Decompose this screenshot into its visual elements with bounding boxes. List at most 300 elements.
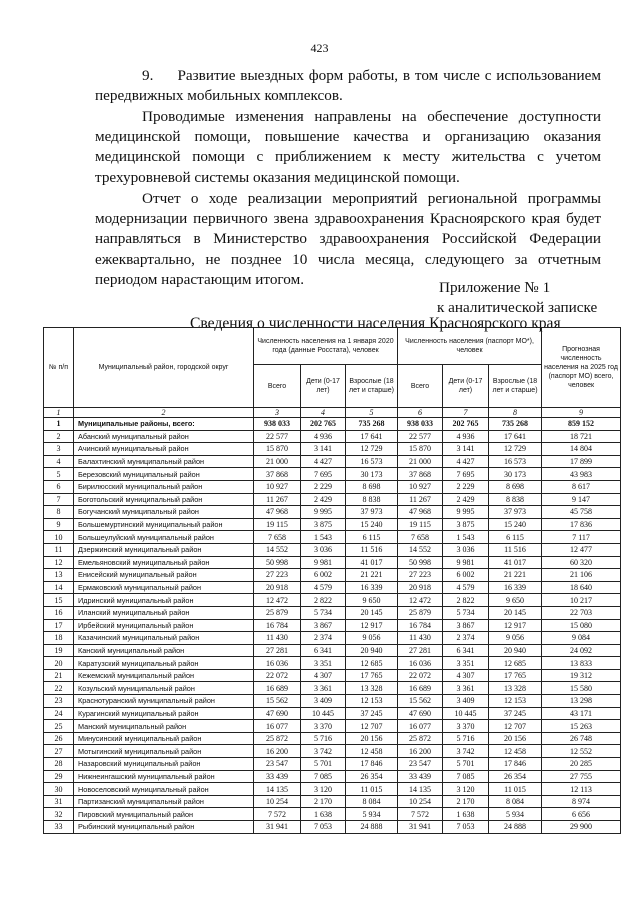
cell-num: 14 — [44, 581, 74, 594]
cell-name: Муниципальные районы, всего: — [74, 418, 254, 431]
table-row — [44, 430, 621, 443]
cell-forecast: 859 152 — [542, 418, 621, 431]
cell-num: 22 — [44, 682, 74, 695]
appendix-line-1: Приложение № 1 — [439, 279, 551, 296]
cell-rosstat-children: 5 701 — [301, 758, 346, 771]
table-row — [44, 669, 621, 682]
cell-num: 33 — [44, 821, 74, 834]
cell-forecast: 17 836 — [542, 518, 621, 531]
table-row — [44, 569, 621, 582]
cell-forecast: 6 656 — [542, 808, 621, 821]
cell-rosstat-children: 3 141 — [301, 443, 346, 456]
cell-rosstat-adults: 9 650 — [346, 594, 398, 607]
column-number: 5 — [346, 408, 398, 418]
cell-passport-adults: 9 650 — [489, 594, 542, 607]
cell-num: 12 — [44, 556, 74, 569]
cell-name: Минусинский муниципальный район — [74, 732, 254, 745]
cell-rosstat-children: 10 445 — [301, 707, 346, 720]
column-number-row — [44, 408, 621, 418]
cell-rosstat-children: 3 867 — [301, 619, 346, 632]
cell-rosstat-total: 14 552 — [254, 543, 301, 556]
table-row — [44, 808, 621, 821]
cell-forecast: 12 113 — [542, 783, 621, 796]
cell-forecast: 9 147 — [542, 493, 621, 506]
cell-name: Иланский муниципальный район — [74, 606, 254, 619]
cell-num: 18 — [44, 632, 74, 645]
column-number: 1 — [44, 408, 74, 418]
cell-rosstat-adults: 12 707 — [346, 720, 398, 733]
cell-rosstat-children: 3 370 — [301, 720, 346, 733]
cell-passport-children: 3 370 — [443, 720, 489, 733]
cell-passport-total: 22 072 — [398, 669, 443, 682]
cell-forecast: 26 748 — [542, 732, 621, 745]
cell-passport-children: 3 875 — [443, 518, 489, 531]
table-row — [44, 493, 621, 506]
cell-name: Козульский муниципальный район — [74, 682, 254, 695]
cell-num: 17 — [44, 619, 74, 632]
cell-passport-children: 4 936 — [443, 430, 489, 443]
cell-rosstat-adults: 5 934 — [346, 808, 398, 821]
cell-forecast: 9 084 — [542, 632, 621, 645]
table-row — [44, 783, 621, 796]
cell-rosstat-total: 10 254 — [254, 795, 301, 808]
table-row — [44, 506, 621, 519]
cell-rosstat-total: 47 968 — [254, 506, 301, 519]
cell-passport-total: 33 439 — [398, 770, 443, 783]
cell-passport-adults: 16 573 — [489, 455, 542, 468]
cell-rosstat-children: 7 695 — [301, 468, 346, 481]
cell-passport-adults: 8 698 — [489, 480, 542, 493]
cell-rosstat-children: 9 995 — [301, 506, 346, 519]
cell-passport-adults: 26 354 — [489, 770, 542, 783]
cell-passport-total: 21 000 — [398, 455, 443, 468]
cell-passport-total: 16 200 — [398, 745, 443, 758]
cell-rosstat-adults: 11 516 — [346, 543, 398, 556]
cell-num: 2 — [44, 430, 74, 443]
cell-rosstat-total: 938 033 — [254, 418, 301, 431]
cell-forecast: 43 983 — [542, 468, 621, 481]
cell-forecast: 45 758 — [542, 506, 621, 519]
cell-forecast: 13 298 — [542, 695, 621, 708]
cell-passport-total: 16 689 — [398, 682, 443, 695]
cell-rosstat-children: 4 936 — [301, 430, 346, 443]
cell-rosstat-total: 31 941 — [254, 821, 301, 834]
cell-rosstat-total: 11 267 — [254, 493, 301, 506]
cell-rosstat-total: 11 430 — [254, 632, 301, 645]
cell-rosstat-adults: 12 917 — [346, 619, 398, 632]
cell-name: Рыбинский муниципальный район — [74, 821, 254, 834]
cell-forecast: 60 320 — [542, 556, 621, 569]
cell-rosstat-adults: 37 245 — [346, 707, 398, 720]
cell-rosstat-adults: 16 573 — [346, 455, 398, 468]
header-name: Муниципальный район, городской округ — [74, 328, 254, 408]
paragraph-changes — [95, 107, 601, 188]
cell-rosstat-total: 50 998 — [254, 556, 301, 569]
cell-name: Манский муниципальный район — [74, 720, 254, 733]
cell-rosstat-children: 5 734 — [301, 606, 346, 619]
cell-passport-children: 7 085 — [443, 770, 489, 783]
cell-passport-adults: 12 458 — [489, 745, 542, 758]
item-number: 9. — [142, 67, 154, 84]
cell-name: Емельяновский муниципальный район — [74, 556, 254, 569]
cell-rosstat-adults: 21 221 — [346, 569, 398, 582]
header-adults: Взрослые (18 лет и старше) — [489, 365, 542, 408]
cell-rosstat-total: 16 784 — [254, 619, 301, 632]
cell-passport-adults: 8 838 — [489, 493, 542, 506]
cell-rosstat-adults: 20 156 — [346, 732, 398, 745]
table-row — [44, 518, 621, 531]
cell-passport-total: 16 784 — [398, 619, 443, 632]
cell-rosstat-adults: 6 115 — [346, 531, 398, 544]
cell-passport-children: 202 765 — [443, 418, 489, 431]
cell-passport-total: 7 658 — [398, 531, 443, 544]
cell-passport-children: 3 361 — [443, 682, 489, 695]
cell-forecast: 18 721 — [542, 430, 621, 443]
cell-passport-children: 3 867 — [443, 619, 489, 632]
cell-forecast: 8 617 — [542, 480, 621, 493]
cell-passport-children: 5 734 — [443, 606, 489, 619]
table-row — [44, 732, 621, 745]
column-number: 9 — [542, 408, 621, 418]
cell-rosstat-adults: 8 838 — [346, 493, 398, 506]
cell-passport-adults: 24 888 — [489, 821, 542, 834]
paragraph-text: Отчет о ходе реализации мероприятий региональной программы модернизации первичного звена здравоохранения Красноярского края будет направляться в Министерство здравоохранения Российской Федерации ежеквартально, не позднее 10 числа месяца, следующего за отчетным периодом нарастающим итогом. — [95, 190, 601, 288]
cell-rosstat-adults: 12 685 — [346, 657, 398, 670]
cell-passport-total: 25 879 — [398, 606, 443, 619]
cell-passport-children: 5 701 — [443, 758, 489, 771]
cell-passport-adults: 12 917 — [489, 619, 542, 632]
cell-forecast: 27 755 — [542, 770, 621, 783]
cell-passport-adults: 8 084 — [489, 795, 542, 808]
cell-passport-total: 31 941 — [398, 821, 443, 834]
cell-rosstat-total: 25 879 — [254, 606, 301, 619]
cell-name: Богучанский муниципальный район — [74, 506, 254, 519]
cell-forecast: 12 477 — [542, 543, 621, 556]
cell-passport-total: 47 968 — [398, 506, 443, 519]
header-group-rosstat: Численность населения на 1 января 2020 года (данные Росстата), человек — [254, 328, 398, 365]
cell-rosstat-children: 2 170 — [301, 795, 346, 808]
cell-passport-children: 1 543 — [443, 531, 489, 544]
cell-passport-total: 10 927 — [398, 480, 443, 493]
cell-passport-total: 20 918 — [398, 581, 443, 594]
cell-rosstat-adults: 12 458 — [346, 745, 398, 758]
header-num: № п/п — [44, 328, 74, 408]
cell-name: Ирбейский муниципальный район — [74, 619, 254, 632]
cell-passport-adults: 12 153 — [489, 695, 542, 708]
cell-rosstat-children: 7 085 — [301, 770, 346, 783]
table-row — [44, 632, 621, 645]
cell-passport-total: 11 430 — [398, 632, 443, 645]
column-number: 4 — [301, 408, 346, 418]
column-number: 2 — [74, 408, 254, 418]
cell-passport-children: 9 995 — [443, 506, 489, 519]
table-title: Сведения о численности населения Красноярского края — [190, 315, 561, 332]
cell-passport-total: 19 115 — [398, 518, 443, 531]
cell-num: 10 — [44, 531, 74, 544]
cell-num: 5 — [44, 468, 74, 481]
cell-num: 23 — [44, 695, 74, 708]
cell-rosstat-children: 2 822 — [301, 594, 346, 607]
cell-passport-total: 15 562 — [398, 695, 443, 708]
cell-name: Казачинский муниципальный район — [74, 632, 254, 645]
cell-rosstat-adults: 17 846 — [346, 758, 398, 771]
cell-forecast: 43 171 — [542, 707, 621, 720]
cell-num: 3 — [44, 443, 74, 456]
cell-num: 9 — [44, 518, 74, 531]
cell-num: 19 — [44, 644, 74, 657]
cell-passport-total: 12 472 — [398, 594, 443, 607]
cell-passport-total: 22 577 — [398, 430, 443, 443]
table-row — [44, 581, 621, 594]
cell-rosstat-adults: 11 015 — [346, 783, 398, 796]
cell-name: Идринский муниципальный район — [74, 594, 254, 607]
cell-rosstat-total: 10 927 — [254, 480, 301, 493]
cell-rosstat-children: 3 875 — [301, 518, 346, 531]
cell-rosstat-total: 20 918 — [254, 581, 301, 594]
cell-name: Ачинский муниципальный район — [74, 443, 254, 456]
cell-rosstat-adults: 20 940 — [346, 644, 398, 657]
cell-passport-children: 3 351 — [443, 657, 489, 670]
cell-num: 11 — [44, 543, 74, 556]
cell-name: Партизанский муниципальный район — [74, 795, 254, 808]
cell-passport-children: 3 141 — [443, 443, 489, 456]
table-body — [44, 408, 621, 834]
cell-passport-children: 6 341 — [443, 644, 489, 657]
cell-num: 8 — [44, 506, 74, 519]
cell-forecast: 18 640 — [542, 581, 621, 594]
cell-rosstat-adults: 24 888 — [346, 821, 398, 834]
cell-passport-adults: 17 765 — [489, 669, 542, 682]
table-row — [44, 644, 621, 657]
cell-passport-adults: 13 328 — [489, 682, 542, 695]
cell-passport-adults: 15 240 — [489, 518, 542, 531]
cell-passport-total: 16 036 — [398, 657, 443, 670]
cell-rosstat-adults: 26 354 — [346, 770, 398, 783]
header-total: Всего — [254, 365, 301, 408]
table-row — [44, 531, 621, 544]
cell-rosstat-total: 33 439 — [254, 770, 301, 783]
cell-passport-adults: 17 641 — [489, 430, 542, 443]
cell-passport-adults: 37 245 — [489, 707, 542, 720]
cell-passport-children: 9 981 — [443, 556, 489, 569]
cell-rosstat-total: 14 135 — [254, 783, 301, 796]
column-number: 3 — [254, 408, 301, 418]
cell-name: Нижнеингашский муниципальный район — [74, 770, 254, 783]
cell-rosstat-total: 47 690 — [254, 707, 301, 720]
cell-forecast: 21 106 — [542, 569, 621, 582]
cell-passport-adults: 11 516 — [489, 543, 542, 556]
cell-rosstat-total: 37 868 — [254, 468, 301, 481]
cell-name: Назаровский муниципальный район — [74, 758, 254, 771]
cell-name: Абанский муниципальный район — [74, 430, 254, 443]
cell-passport-children: 10 445 — [443, 707, 489, 720]
cell-passport-total: 27 281 — [398, 644, 443, 657]
cell-rosstat-total: 7 658 — [254, 531, 301, 544]
table-row — [44, 606, 621, 619]
cell-name: Большеулуйский муниципальный район — [74, 531, 254, 544]
cell-rosstat-adults: 20 145 — [346, 606, 398, 619]
cell-passport-total: 14 135 — [398, 783, 443, 796]
appendix-line-2: к аналитической записке — [437, 299, 598, 316]
cell-passport-adults: 9 056 — [489, 632, 542, 645]
header-forecast: Прогнозная численность населения на 2025 год (паспорт МО) всего, человек — [542, 328, 621, 408]
cell-passport-children: 2 374 — [443, 632, 489, 645]
cell-passport-adults: 12 707 — [489, 720, 542, 733]
cell-forecast: 13 833 — [542, 657, 621, 670]
cell-passport-children: 7 053 — [443, 821, 489, 834]
cell-forecast: 29 900 — [542, 821, 621, 834]
cell-passport-children: 5 716 — [443, 732, 489, 745]
cell-name: Пировский муниципальный район — [74, 808, 254, 821]
cell-name: Мотыгинский муниципальный район — [74, 745, 254, 758]
cell-num: 16 — [44, 606, 74, 619]
cell-name: Енисейский муниципальный район — [74, 569, 254, 582]
cell-rosstat-children: 202 765 — [301, 418, 346, 431]
cell-passport-total: 15 870 — [398, 443, 443, 456]
table-row — [44, 758, 621, 771]
cell-rosstat-total: 16 036 — [254, 657, 301, 670]
cell-name: Ермаковский муниципальный район — [74, 581, 254, 594]
cell-name: Большемуртинский муниципальный район — [74, 518, 254, 531]
cell-rosstat-children: 3 409 — [301, 695, 346, 708]
cell-rosstat-children: 1 638 — [301, 808, 346, 821]
population-table — [43, 327, 621, 834]
cell-forecast: 24 092 — [542, 644, 621, 657]
header-group-passport: Численность населения (паспорт МО*), человек — [398, 328, 542, 365]
cell-passport-children: 2 429 — [443, 493, 489, 506]
cell-passport-adults: 20 145 — [489, 606, 542, 619]
cell-rosstat-children: 4 579 — [301, 581, 346, 594]
cell-passport-children: 3 742 — [443, 745, 489, 758]
cell-passport-children: 2 822 — [443, 594, 489, 607]
cell-rosstat-adults: 30 173 — [346, 468, 398, 481]
cell-rosstat-total: 21 000 — [254, 455, 301, 468]
cell-passport-children: 4 307 — [443, 669, 489, 682]
cell-passport-children: 1 638 — [443, 808, 489, 821]
table-row — [44, 543, 621, 556]
cell-num: 4 — [44, 455, 74, 468]
cell-name: Балахтинский муниципальный район — [74, 455, 254, 468]
cell-rosstat-children: 6 341 — [301, 644, 346, 657]
cell-passport-total: 14 552 — [398, 543, 443, 556]
cell-passport-adults: 21 221 — [489, 569, 542, 582]
cell-rosstat-children: 3 120 — [301, 783, 346, 796]
cell-forecast: 14 804 — [542, 443, 621, 456]
cell-forecast: 20 285 — [542, 758, 621, 771]
cell-num: 1 — [44, 418, 74, 431]
cell-forecast: 15 580 — [542, 682, 621, 695]
cell-passport-children: 3 120 — [443, 783, 489, 796]
table-row — [44, 556, 621, 569]
cell-passport-total: 938 033 — [398, 418, 443, 431]
cell-name: Кежемский муниципальный район — [74, 669, 254, 682]
cell-num: 32 — [44, 808, 74, 821]
cell-num: 7 — [44, 493, 74, 506]
cell-passport-children: 4 579 — [443, 581, 489, 594]
table-row — [44, 795, 621, 808]
page-number: 423 — [310, 41, 329, 55]
cell-passport-total: 16 077 — [398, 720, 443, 733]
table-row — [44, 657, 621, 670]
cell-name: Новоселовский муниципальный район — [74, 783, 254, 796]
cell-rosstat-children: 5 716 — [301, 732, 346, 745]
cell-forecast: 15 263 — [542, 720, 621, 733]
cell-rosstat-children: 4 307 — [301, 669, 346, 682]
cell-rosstat-adults: 12 153 — [346, 695, 398, 708]
cell-forecast: 8 974 — [542, 795, 621, 808]
cell-rosstat-children: 3 361 — [301, 682, 346, 695]
cell-rosstat-children: 2 429 — [301, 493, 346, 506]
cell-rosstat-total: 19 115 — [254, 518, 301, 531]
cell-rosstat-children: 4 427 — [301, 455, 346, 468]
cell-rosstat-total: 16 200 — [254, 745, 301, 758]
cell-num: 20 — [44, 657, 74, 670]
cell-rosstat-adults: 8 084 — [346, 795, 398, 808]
cell-passport-adults: 41 017 — [489, 556, 542, 569]
cell-passport-total: 10 254 — [398, 795, 443, 808]
cell-num: 26 — [44, 732, 74, 745]
cell-forecast: 15 080 — [542, 619, 621, 632]
table-row-total — [44, 418, 621, 431]
cell-name: Бирилюсский муниципальный район — [74, 480, 254, 493]
cell-num: 28 — [44, 758, 74, 771]
cell-forecast: 10 217 — [542, 594, 621, 607]
paragraph-report — [95, 189, 601, 290]
cell-rosstat-total: 16 689 — [254, 682, 301, 695]
cell-passport-children: 2 170 — [443, 795, 489, 808]
cell-passport-total: 37 868 — [398, 468, 443, 481]
cell-rosstat-total: 15 562 — [254, 695, 301, 708]
cell-rosstat-adults: 9 056 — [346, 632, 398, 645]
header-children: Дети (0-17 лет) — [301, 365, 346, 408]
table-row — [44, 682, 621, 695]
column-number: 8 — [489, 408, 542, 418]
cell-rosstat-total: 27 281 — [254, 644, 301, 657]
column-number: 6 — [398, 408, 443, 418]
cell-rosstat-adults: 12 729 — [346, 443, 398, 456]
cell-name: Дзержинский муниципальный район — [74, 543, 254, 556]
header-adults: Взрослые (18 лет и старше) — [346, 365, 398, 408]
cell-rosstat-total: 12 472 — [254, 594, 301, 607]
cell-passport-adults: 735 268 — [489, 418, 542, 431]
cell-rosstat-total: 7 572 — [254, 808, 301, 821]
cell-rosstat-total: 25 872 — [254, 732, 301, 745]
cell-rosstat-total: 22 577 — [254, 430, 301, 443]
cell-passport-adults: 5 934 — [489, 808, 542, 821]
cell-rosstat-total: 27 223 — [254, 569, 301, 582]
cell-num: 15 — [44, 594, 74, 607]
cell-num: 13 — [44, 569, 74, 582]
cell-passport-adults: 20 156 — [489, 732, 542, 745]
cell-rosstat-children: 3 036 — [301, 543, 346, 556]
cell-num: 6 — [44, 480, 74, 493]
cell-passport-adults: 6 115 — [489, 531, 542, 544]
cell-passport-children: 3 036 — [443, 543, 489, 556]
cell-num: 29 — [44, 770, 74, 783]
cell-num: 27 — [44, 745, 74, 758]
cell-name: Канский муниципальный район — [74, 644, 254, 657]
cell-passport-children: 7 695 — [443, 468, 489, 481]
cell-name: Каратузский муниципальный район — [74, 657, 254, 670]
cell-passport-total: 27 223 — [398, 569, 443, 582]
cell-rosstat-adults: 15 240 — [346, 518, 398, 531]
cell-rosstat-children: 2 374 — [301, 632, 346, 645]
table-row — [44, 443, 621, 456]
cell-rosstat-children: 6 002 — [301, 569, 346, 582]
cell-num: 25 — [44, 720, 74, 733]
cell-passport-total: 11 267 — [398, 493, 443, 506]
cell-rosstat-total: 23 547 — [254, 758, 301, 771]
